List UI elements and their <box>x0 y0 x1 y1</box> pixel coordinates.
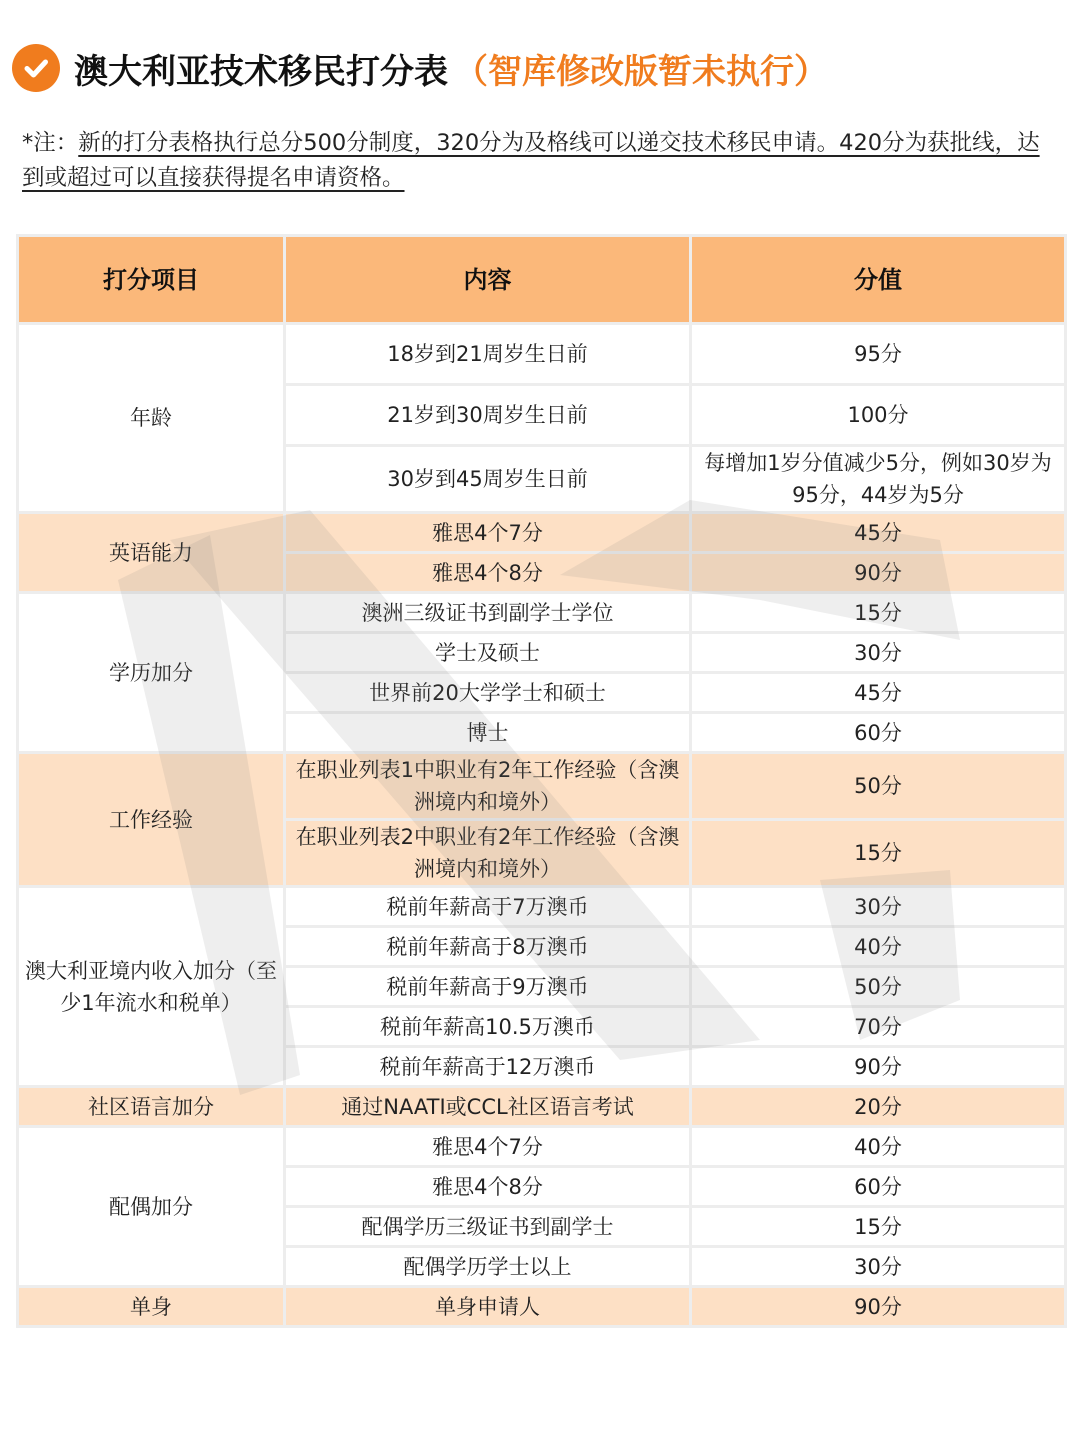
content-cell: 配偶学历学士以上 <box>285 1247 691 1287</box>
category-cell: 学历加分 <box>18 593 285 753</box>
note <box>22 126 1062 196</box>
score-cell: 15分 <box>691 593 1066 633</box>
content-cell: 税前年薪高于12万澳币 <box>285 1047 691 1087</box>
content-cell: 在职业列表1中职业有2年工作经验（含澳洲境内和境外） <box>285 753 691 820</box>
table-row <box>18 593 1066 633</box>
header-content: 内容 <box>285 236 691 324</box>
score-cell: 每增加1岁分值减少5分，例如30岁为95分，44岁为5分 <box>691 446 1066 513</box>
content-cell: 30岁到45周岁生日前 <box>285 446 691 513</box>
score-cell: 60分 <box>691 1167 1066 1207</box>
score-cell: 90分 <box>691 553 1066 593</box>
table-row <box>18 887 1066 927</box>
table-header-row <box>18 236 1066 324</box>
score-cell: 90分 <box>691 1047 1066 1087</box>
page-title: 澳大利亚技术移民打分表 <box>74 51 448 92</box>
category-cell: 澳大利亚境内收入加分（至少1年流水和税单） <box>18 887 285 1087</box>
score-cell: 50分 <box>691 753 1066 820</box>
score-cell: 30分 <box>691 633 1066 673</box>
header-score: 分值 <box>691 236 1066 324</box>
category-cell: 配偶加分 <box>18 1127 285 1287</box>
table-row <box>18 1127 1066 1167</box>
score-cell: 90分 <box>691 1287 1066 1327</box>
content-cell: 21岁到30周岁生日前 <box>285 385 691 446</box>
score-cell: 15分 <box>691 820 1066 887</box>
content-cell: 18岁到21周岁生日前 <box>285 324 691 385</box>
content-cell: 雅思4个8分 <box>285 1167 691 1207</box>
content-cell: 通过NAATI或CCL社区语言考试 <box>285 1087 691 1127</box>
content-cell: 世界前20大学学士和硕士 <box>285 673 691 713</box>
score-cell: 40分 <box>691 927 1066 967</box>
score-cell: 30分 <box>691 887 1066 927</box>
content-cell: 配偶学历三级证书到副学士 <box>285 1207 691 1247</box>
score-cell: 60分 <box>691 713 1066 753</box>
score-cell: 95分 <box>691 324 1066 385</box>
score-cell: 50分 <box>691 967 1066 1007</box>
score-cell: 20分 <box>691 1087 1066 1127</box>
score-cell: 45分 <box>691 673 1066 713</box>
score-cell: 100分 <box>691 385 1066 446</box>
score-cell: 70分 <box>691 1007 1066 1047</box>
check-circle-icon <box>12 44 60 92</box>
content-cell: 雅思4个7分 <box>285 513 691 553</box>
category-cell: 单身 <box>18 1287 285 1327</box>
table-row <box>18 753 1066 820</box>
content-cell: 税前年薪高10.5万澳币 <box>285 1007 691 1047</box>
category-cell: 工作经验 <box>18 753 285 887</box>
content-cell: 雅思4个7分 <box>285 1127 691 1167</box>
score-cell: 30分 <box>691 1247 1066 1287</box>
title-row <box>12 38 828 98</box>
table-row <box>18 513 1066 553</box>
content-cell: 单身申请人 <box>285 1287 691 1327</box>
category-cell: 英语能力 <box>18 513 285 593</box>
content-cell: 在职业列表2中职业有2年工作经验（含澳洲境内和境外） <box>285 820 691 887</box>
score-cell: 40分 <box>691 1127 1066 1167</box>
content-cell: 澳洲三级证书到副学士学位 <box>285 593 691 633</box>
table-row <box>18 324 1066 385</box>
score-cell: 15分 <box>691 1207 1066 1247</box>
table-row <box>18 1287 1066 1327</box>
note-lead: *注： <box>22 130 79 156</box>
page-subtitle: （智库修改版暂未执行） <box>454 51 828 92</box>
content-cell: 雅思4个8分 <box>285 553 691 593</box>
note-body: 新的打分表格执行总分500分制度，320分为及格线可以递交技术移民申请。420分为获批线，达到或超过可以直接获得提名申请资格。 <box>22 130 1040 191</box>
content-cell: 博士 <box>285 713 691 753</box>
score-cell: 45分 <box>691 513 1066 553</box>
category-cell: 社区语言加分 <box>18 1087 285 1127</box>
content-cell: 学士及硕士 <box>285 633 691 673</box>
content-cell: 税前年薪高于7万澳币 <box>285 887 691 927</box>
header-category: 打分项目 <box>18 236 285 324</box>
content-cell: 税前年薪高于9万澳币 <box>285 967 691 1007</box>
category-cell: 年龄 <box>18 324 285 513</box>
score-table <box>16 234 1067 1328</box>
content-cell: 税前年薪高于8万澳币 <box>285 927 691 967</box>
table-row <box>18 1087 1066 1127</box>
